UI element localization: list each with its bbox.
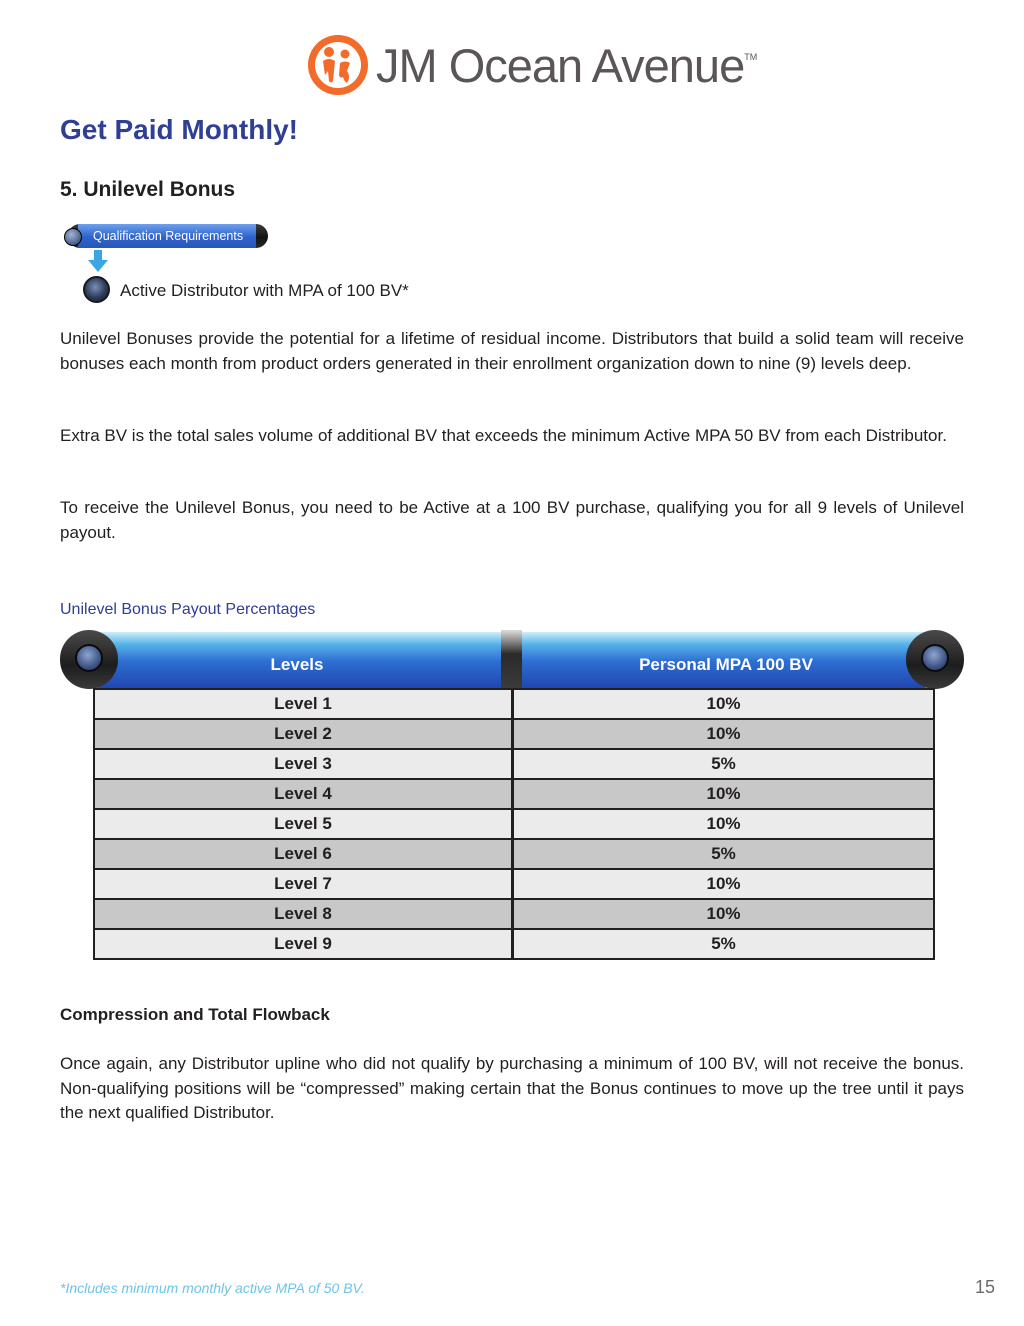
qualification-label: Qualification Requirements bbox=[93, 229, 244, 243]
page-title: Get Paid Monthly! bbox=[60, 114, 298, 145]
paragraph-receive-bonus: To receive the Unilevel Bonus, you need to be Active at a 100 BV purchase, qualifying you for all 9 levels of Unilevel payout. bbox=[60, 498, 964, 542]
brand-logo bbox=[306, 32, 758, 98]
table-row bbox=[95, 748, 933, 778]
qualification-item: Active Distributor with MPA of 100 BV* bbox=[120, 281, 409, 300]
percent-cell: 10% bbox=[706, 874, 741, 893]
level-cell: Level 9 bbox=[95, 930, 514, 958]
level-cell: Level 8 bbox=[95, 900, 514, 928]
percent-cell: 5% bbox=[711, 754, 736, 773]
percent-cell: 5% bbox=[711, 844, 736, 863]
percent-cell: 5% bbox=[711, 934, 736, 953]
table-row bbox=[95, 898, 933, 928]
trademark-mark: TM bbox=[744, 52, 758, 62]
brand-name: JM Ocean Avenue bbox=[376, 39, 745, 92]
table-row bbox=[95, 838, 933, 868]
table-row bbox=[95, 868, 933, 898]
paragraph-extra-bv: Extra BV is the total sales volume of additional BV that exceeds the minimum Active MPA 50 BV from each Distributor. bbox=[60, 426, 947, 445]
column-header-levels: Levels bbox=[270, 655, 324, 674]
level-cell: Level 4 bbox=[95, 780, 514, 808]
table-row bbox=[95, 778, 933, 808]
down-arrow-icon bbox=[88, 250, 108, 272]
paragraph-unilevel-intro: Unilevel Bonuses provide the potential for a lifetime of residual income. Distributors that build a solid team will receive bonuses each month from product orders generated in their enrollment organization down to nine (9) levels deep. bbox=[60, 329, 964, 373]
percent-cell: 10% bbox=[706, 784, 741, 803]
level-cell: Level 3 bbox=[95, 750, 514, 778]
level-cell: Level 2 bbox=[95, 720, 514, 748]
header-separator bbox=[501, 630, 522, 690]
footnote: *Includes minimum monthly active MPA of 50 BV. bbox=[60, 1280, 365, 1296]
level-cell: Level 1 bbox=[95, 690, 514, 718]
column-header-percent: Personal MPA 100 BV bbox=[639, 655, 813, 674]
level-cell: Level 6 bbox=[95, 840, 514, 868]
page-number: 15 bbox=[975, 1277, 996, 1297]
table-body bbox=[93, 688, 935, 960]
table-row bbox=[95, 928, 933, 958]
level-cell: Level 5 bbox=[95, 810, 514, 838]
percent-cell: 10% bbox=[706, 694, 741, 713]
table-caption: Unilevel Bonus Payout Percentages bbox=[60, 601, 316, 618]
table-row bbox=[95, 808, 933, 838]
compression-heading: Compression and Total Flowback bbox=[60, 1005, 330, 1024]
bullet-button-icon bbox=[83, 276, 110, 303]
percent-cell: 10% bbox=[706, 904, 741, 923]
percent-cell: 10% bbox=[706, 814, 741, 833]
knob-icon bbox=[64, 228, 82, 246]
table-header bbox=[60, 630, 964, 690]
qualification-requirements-pill bbox=[60, 220, 276, 252]
people-logo-icon bbox=[306, 33, 370, 97]
paragraph-compression: Once again, any Distributor upline who did not qualify by purchasing a minimum of 100 BV, will not receive the bonus. Non-qualifying positions will be “compressed” making certain that the Bonus continues to move up the tree until it pays the next qualified Distributor. bbox=[60, 1054, 964, 1122]
percent-cell: 10% bbox=[706, 724, 741, 743]
table-row bbox=[95, 718, 933, 748]
level-cell: Level 7 bbox=[95, 870, 514, 898]
section-heading: 5. Unilevel Bonus bbox=[60, 178, 236, 201]
table-row bbox=[95, 688, 933, 718]
payout-table bbox=[60, 630, 964, 962]
